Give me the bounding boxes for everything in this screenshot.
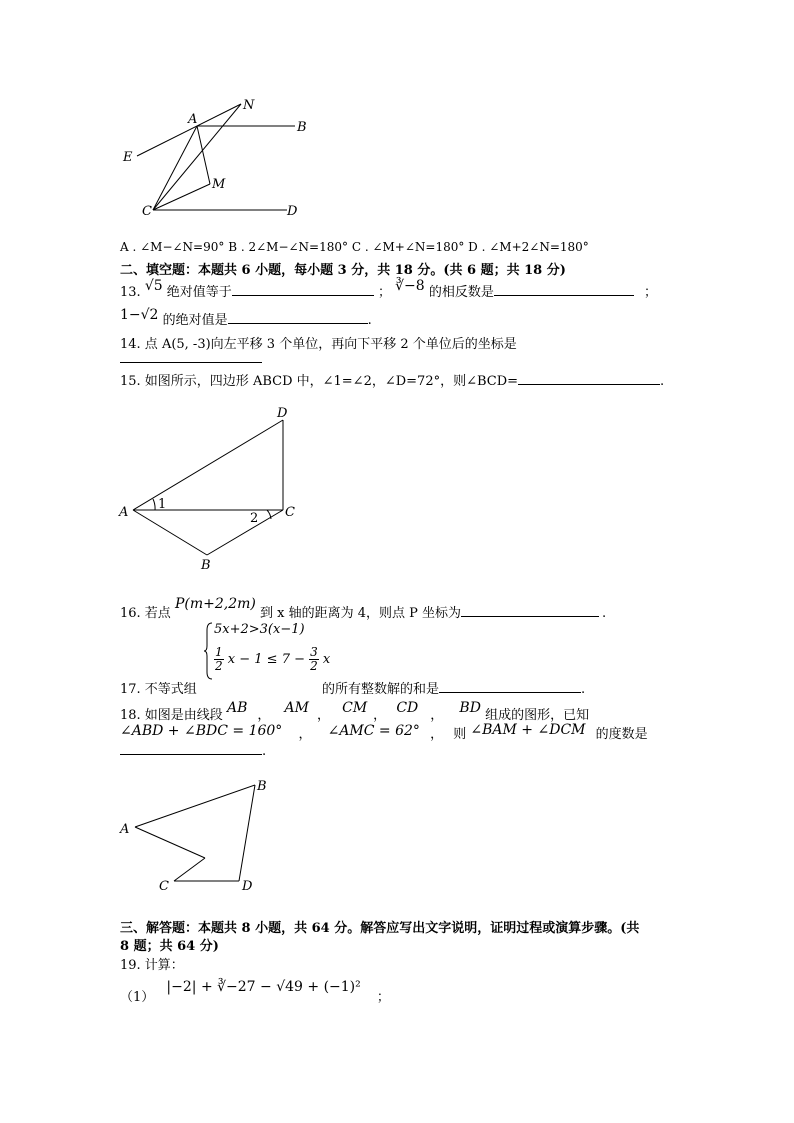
q15-line bbox=[120, 370, 664, 389]
angle-label-2: 2 bbox=[250, 511, 259, 526]
q17-text1: 17. 不等式组 bbox=[120, 682, 197, 697]
left-brace-icon bbox=[203, 622, 213, 680]
q17-ineq2-end: x bbox=[322, 652, 331, 667]
q16-text1: 16. 若点 bbox=[120, 606, 171, 621]
label-D: D bbox=[242, 879, 253, 894]
q16-text2: 到 x 轴的距离为 4，则点 P 坐标为 bbox=[259, 606, 461, 621]
label-A: A bbox=[188, 112, 198, 127]
q18-cond1: ∠ABD + ∠BDC = 160° bbox=[120, 723, 283, 739]
q19-1-label: （1） bbox=[120, 990, 155, 1005]
q17-ineq2-mid: x − 1 ≤ 7 − bbox=[227, 652, 305, 667]
q18-line2 bbox=[120, 723, 648, 742]
q18-text1: 18. 如图是由线段 bbox=[120, 708, 223, 723]
q17-line bbox=[120, 678, 197, 697]
figure-3 bbox=[115, 772, 275, 897]
q18-period: . bbox=[262, 744, 267, 759]
q12-options: A . ∠M−∠N=90° B . 2∠M−∠N=180° C . ∠M+∠N=180° D . ∠M+2∠N=180° bbox=[120, 240, 589, 254]
q13-blank2[interactable] bbox=[494, 283, 634, 296]
q15-text: 15. 如图所示，四边形 ABCD 中，∠1=∠2，∠D=72°，则∠BCD= bbox=[120, 374, 519, 389]
comma: ， bbox=[298, 727, 312, 742]
seg-AM: AM bbox=[284, 700, 309, 716]
label-A: A bbox=[120, 822, 130, 837]
q18-cond2: ∠AMC = 62° bbox=[327, 723, 420, 739]
comma: ， bbox=[257, 708, 271, 723]
q16-period: . bbox=[602, 606, 607, 621]
angle-label-1: 1 bbox=[158, 497, 167, 512]
q17-line-b bbox=[322, 678, 585, 697]
q18-text2: 组成的图形，已知 bbox=[485, 708, 590, 723]
q13-text3: 的绝对值是 bbox=[162, 313, 228, 328]
figure-2 bbox=[115, 400, 305, 575]
q13-number: 13. bbox=[120, 285, 141, 300]
q13-text1: 绝对值等于 bbox=[166, 285, 232, 300]
label-B: B bbox=[297, 120, 307, 135]
q19-title: 19. 计算： bbox=[120, 958, 184, 973]
frac-den: 2 bbox=[215, 659, 223, 673]
seg-BD: BD bbox=[459, 700, 481, 716]
q16-blank[interactable] bbox=[461, 604, 599, 617]
q18-answer bbox=[120, 742, 266, 759]
label-A: A bbox=[119, 505, 129, 520]
label-C: C bbox=[159, 879, 169, 894]
label-N: N bbox=[243, 98, 255, 113]
label-E: E bbox=[123, 150, 133, 165]
label-B: B bbox=[201, 558, 211, 573]
q17-blank[interactable] bbox=[439, 680, 581, 693]
q13-blank3[interactable] bbox=[228, 311, 368, 324]
q16-point: P(m+2,2m) bbox=[174, 596, 256, 612]
q13-expr: 1−√2 bbox=[120, 307, 159, 323]
label-C: C bbox=[142, 204, 152, 219]
q19-1-end: ； bbox=[376, 990, 390, 1005]
seg-CM: CM bbox=[342, 700, 368, 716]
label-D: D bbox=[287, 204, 298, 219]
figure-1 bbox=[115, 95, 315, 225]
q17-system bbox=[203, 622, 331, 684]
q19-1 bbox=[120, 979, 390, 1005]
section3-heading-line2: 8 题；共 64 分) bbox=[120, 939, 219, 954]
label-C: C bbox=[285, 505, 295, 520]
q13-end: ； bbox=[643, 285, 657, 300]
q14-blank[interactable] bbox=[120, 350, 262, 363]
label-D: D bbox=[277, 406, 288, 421]
seg-AB: AB bbox=[226, 700, 248, 716]
seg-CD: CD bbox=[396, 700, 419, 716]
section3-heading-line1: 三、解答题：本题共 8 小题，共 64 分。解答应写出文字说明，证明过程或演算步骤。(共 bbox=[120, 921, 640, 936]
section2-heading: 二、填空题：本题共 6 小题，每小题 3 分，共 18 分。(共 6 题；共 18 分) bbox=[120, 263, 566, 278]
comma: ， bbox=[373, 708, 387, 723]
q18-text3: 则 bbox=[453, 727, 467, 742]
comma: ， bbox=[430, 727, 444, 742]
label-M: M bbox=[212, 177, 226, 192]
q13-line1 bbox=[120, 278, 657, 300]
frac-num: 3 bbox=[310, 645, 318, 659]
q17-ineq1: 5x+2>3(x−1) bbox=[214, 622, 305, 637]
q13-sep: ； bbox=[377, 285, 391, 300]
q13-cbrt: ∛−8 bbox=[395, 278, 425, 294]
q16-line bbox=[120, 596, 607, 621]
q15-period: . bbox=[660, 374, 665, 389]
label-B: B bbox=[257, 779, 267, 794]
comma: ， bbox=[316, 708, 330, 723]
q18-target: ∠BAM + ∠DCM bbox=[470, 722, 586, 738]
q17-ineq2 bbox=[214, 646, 330, 673]
comma: ， bbox=[430, 708, 444, 723]
frac-den: 2 bbox=[310, 659, 318, 673]
q13-sqrt5: √5 bbox=[144, 278, 163, 294]
q19-1-expr: |−2| + ∛−27 − √49 + (−1)² bbox=[166, 979, 361, 995]
q18-text4: 的度数是 bbox=[595, 727, 648, 742]
q14-text: 14. 点 A(5, -3)向左平移 3 个单位，再向下平移 2 个单位后的坐标是 bbox=[120, 337, 517, 352]
q18-blank[interactable] bbox=[120, 742, 262, 755]
q17-text2: 的所有整数解的和是 bbox=[322, 682, 440, 697]
q17-period: . bbox=[581, 682, 586, 697]
frac-num: 1 bbox=[215, 645, 223, 659]
q13-blank1[interactable] bbox=[232, 283, 374, 296]
q13-period: . bbox=[367, 313, 372, 328]
q15-blank[interactable] bbox=[518, 372, 660, 385]
q13-text2: 的相反数是 bbox=[428, 285, 494, 300]
q13-line2 bbox=[120, 309, 372, 328]
q18-line1 bbox=[120, 700, 590, 723]
